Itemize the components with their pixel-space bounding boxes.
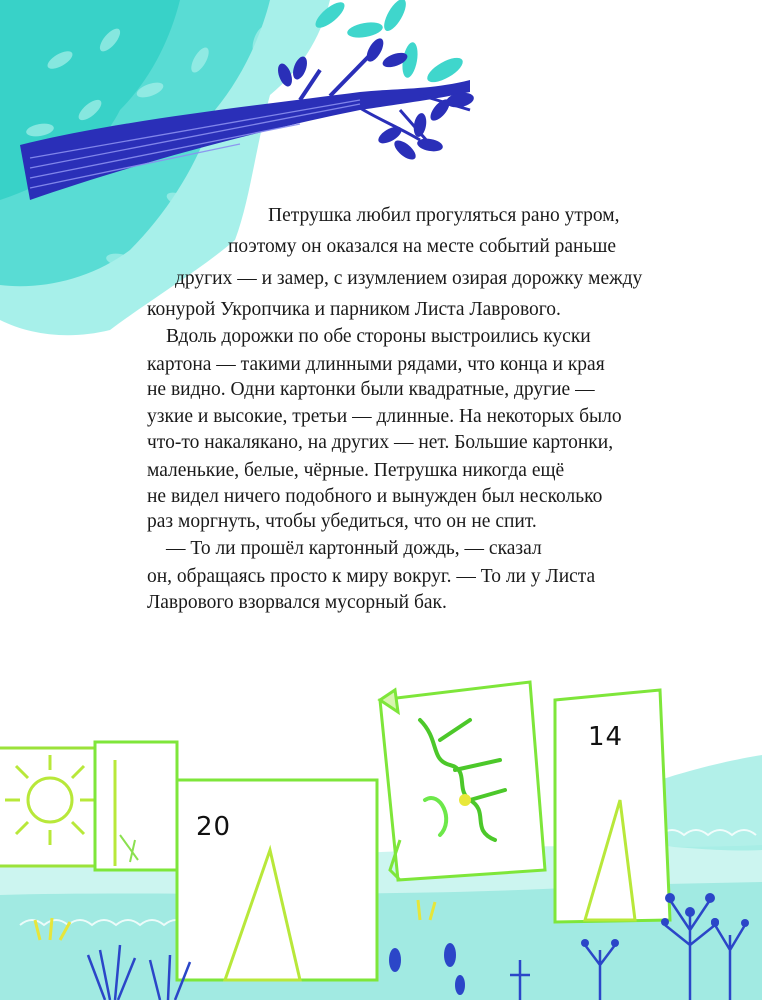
text-line: узкие и высокие, третьи — длинные. На некоторых было [147, 406, 622, 427]
text-line: других — и замер, с изумлением озирая дорожку между [175, 268, 643, 289]
text-line: маленькие, белые, чёрные. Петрушка никогда ещё [147, 460, 565, 481]
text-line: поэтому он оказался на месте событий раньше [228, 236, 617, 257]
card-number-14: 14 [588, 722, 624, 752]
text-line: Петрушка любил прогуляться рано утром, [268, 205, 620, 226]
text-line: Лаврового взорвался мусорный бак. [147, 592, 447, 613]
text-line: раз моргнуть, чтобы убедиться, что он не спит. [147, 511, 537, 532]
text-line: не видел ничего подобного и вынужден был несколько [147, 486, 603, 507]
text-line: он, обращаясь просто к миру вокруг. — То ли у Листа [147, 566, 596, 587]
text-line: не видно. Одни картонки были квадратные, другие — [147, 379, 595, 400]
text-line: картона — такими длинными рядами, что конца и края [147, 354, 605, 375]
text-line: Вдоль дорожки по обе стороны выстроились куски [166, 326, 591, 347]
text-line: — То ли прошёл картонный дождь, — сказал [166, 538, 542, 559]
text-line: конурой Укропчика и парником Листа Лаврового. [147, 299, 561, 320]
card-number-20: 20 [196, 812, 232, 842]
text-line: что-то накалякано, на других — нет. Большие картонки, [147, 432, 614, 453]
